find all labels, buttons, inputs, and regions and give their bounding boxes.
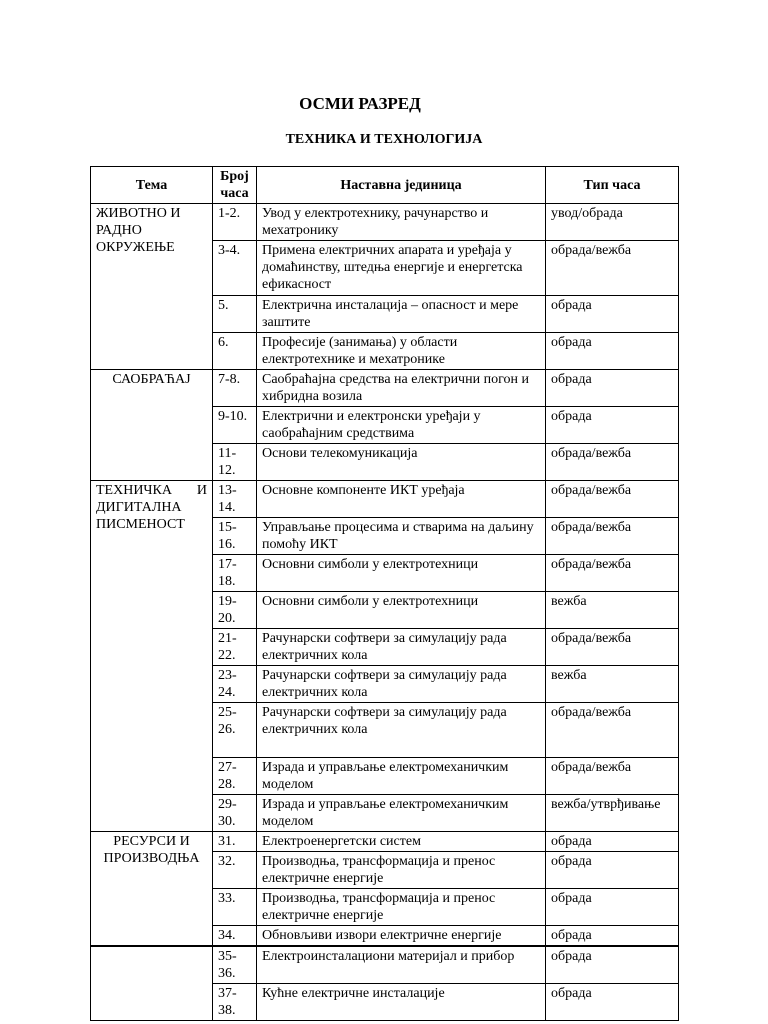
table-row [91, 481, 679, 518]
lesson-number: 6. [213, 333, 257, 370]
lesson-type: обрада/вежба [546, 555, 679, 592]
lesson-unit: Увод у електротехнику, рачунарство и мехатронику [257, 204, 546, 241]
lesson-number: 3-4. [213, 241, 257, 296]
theme-cell-empty [91, 946, 213, 1021]
theme-cell: РЕСУРСИ И ПРОИЗВОДЊА [91, 832, 213, 947]
lesson-number: 21-22. [213, 629, 257, 666]
lesson-unit: Електрични и електронски уређаји у саобраћајним средствима [257, 407, 546, 444]
curriculum-table [90, 166, 679, 1021]
lesson-number: 17-18. [213, 555, 257, 592]
theme-cell: ЖИВОТНО И РАДНО ОКРУЖЕЊЕ [91, 204, 213, 370]
lesson-unit: Рачунарски софтвери за симулацију рада електричних кола [257, 703, 546, 758]
lesson-number: 33. [213, 889, 257, 926]
lesson-type: обрада/вежба [546, 758, 679, 795]
table-row [91, 946, 679, 984]
lesson-number: 19-20. [213, 592, 257, 629]
header-theme: Тема [91, 167, 213, 204]
lesson-unit: Професије (занимања) у области електротехнике и мехатронике [257, 333, 546, 370]
lesson-type: обрада/вежба [546, 703, 679, 758]
lesson-type: обрада [546, 370, 679, 407]
lesson-unit: Основни симболи у електротехници [257, 592, 546, 629]
lesson-type: обрада [546, 333, 679, 370]
lesson-type: обрада/вежба [546, 444, 679, 481]
lesson-type: вежба [546, 666, 679, 703]
lesson-type: обрада [546, 407, 679, 444]
lesson-unit: Електроинсталациони материјал и прибор [257, 946, 546, 984]
lesson-unit: Рачунарски софтвери за симулацију рада електричних кола [257, 629, 546, 666]
lesson-type: вежба [546, 592, 679, 629]
lesson-type: вежба/утврђивање [546, 795, 679, 832]
lesson-number: 34. [213, 926, 257, 947]
lesson-type: обрада [546, 984, 679, 1021]
table-header-row [91, 167, 679, 204]
lesson-type: обрада/вежба [546, 481, 679, 518]
lesson-unit: Кућне електричне инсталације [257, 984, 546, 1021]
table-row [91, 832, 679, 852]
lesson-number: 31. [213, 832, 257, 852]
subject-title: ТЕХНИКА И ТЕХНОЛОГИЈА [285, 132, 483, 147]
lesson-type: обрада [546, 926, 679, 947]
lesson-type: обрада/вежба [546, 518, 679, 555]
lesson-type: обрада/вежба [546, 241, 679, 296]
lesson-type: обрада [546, 296, 679, 333]
theme-cell: САОБРАЋАЈ [91, 370, 213, 481]
header-lesson-number: Број часа [213, 167, 257, 204]
lesson-unit: Основи телекомуникација [257, 444, 546, 481]
lesson-unit: Примена електричних апарата и уређаја у домаћинству, штедња енергије и енергетска ефикасност [257, 241, 546, 296]
lesson-type: обрада [546, 889, 679, 926]
lesson-unit: Основни симболи у електротехници [257, 555, 546, 592]
lesson-number: 13-14. [213, 481, 257, 518]
lesson-unit: Електроенергетски систем [257, 832, 546, 852]
lesson-number: 37-38. [213, 984, 257, 1021]
lesson-number: 25-26. [213, 703, 257, 758]
lesson-type: обрада [546, 946, 679, 984]
lesson-number: 23-24. [213, 666, 257, 703]
lesson-unit: Рачунарски софтвери за симулацију рада електричних кола [257, 666, 546, 703]
lesson-number: 5. [213, 296, 257, 333]
header-lesson-unit: Наставна јединица [257, 167, 546, 204]
lesson-unit: Саобраћајна средства на електрични погон и хибридна возила [257, 370, 546, 407]
lesson-number: 11-12. [213, 444, 257, 481]
table-row [91, 204, 679, 241]
lesson-number: 35-36. [213, 946, 257, 984]
lesson-number: 27-28. [213, 758, 257, 795]
lesson-unit: Обновљиви извори електричне енергије [257, 926, 546, 947]
lesson-unit: Израда и управљање електромеханичким моделом [257, 795, 546, 832]
lesson-unit: Управљање процесима и стварима на даљину помоћу ИКТ [257, 518, 546, 555]
lesson-type: обрада [546, 852, 679, 889]
lesson-number: 29-30. [213, 795, 257, 832]
lesson-type: обрада/вежба [546, 629, 679, 666]
lesson-type: увод/обрада [546, 204, 679, 241]
lesson-unit: Производња, трансформација и пренос електричне енергије [257, 852, 546, 889]
lesson-number: 1-2. [213, 204, 257, 241]
lesson-unit: Основне компоненте ИКТ уређаја [257, 481, 546, 518]
lesson-unit: Израда и управљање електромеханичким моделом [257, 758, 546, 795]
lesson-unit: Електрична инсталација – опасност и мере заштите [257, 296, 546, 333]
lesson-number: 7-8. [213, 370, 257, 407]
theme-cell: ТЕХНИЧКА И ДИГИТАЛНА ПИСМЕНОСТ [91, 481, 213, 832]
lesson-type: обрада [546, 832, 679, 852]
table-row [91, 370, 679, 407]
header-lesson-type: Тип часа [546, 167, 679, 204]
lesson-number: 32. [213, 852, 257, 889]
lesson-number: 9-10. [213, 407, 257, 444]
lesson-number: 15-16. [213, 518, 257, 555]
page-title: ОСМИ РАЗРЕД [299, 94, 421, 113]
lesson-unit: Производња, трансформација и пренос електричне енергије [257, 889, 546, 926]
